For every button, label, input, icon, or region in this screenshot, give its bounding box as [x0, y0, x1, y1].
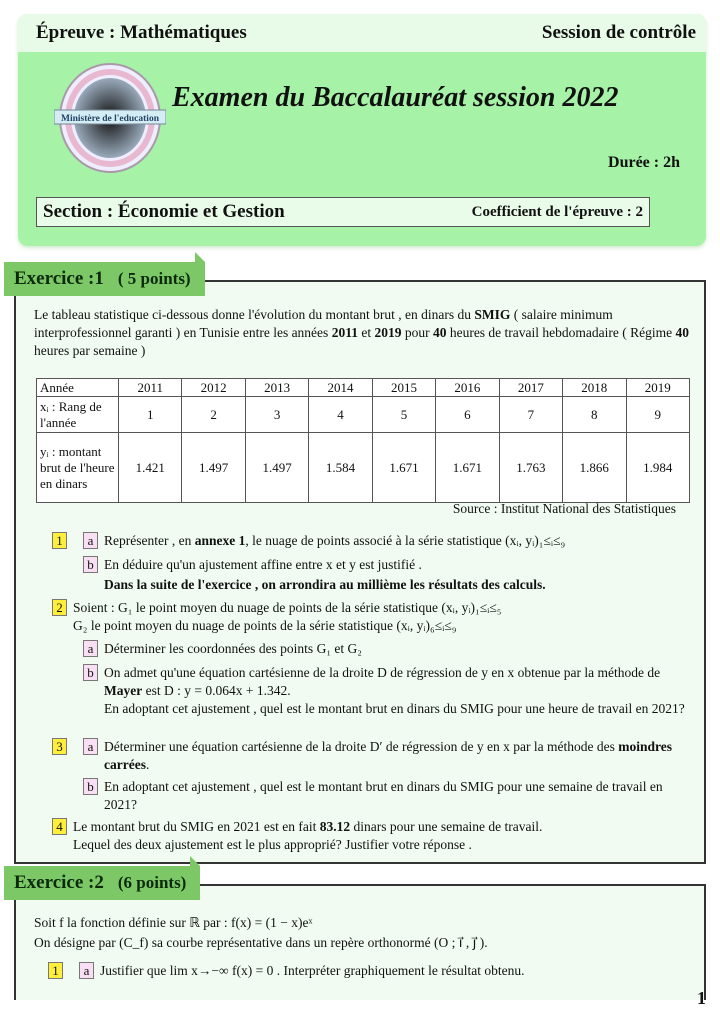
- intro-bold: 40: [432, 325, 447, 340]
- q3a-text: Déterminer une équation cartésienne de la droite D′ de régression de y en x par la méthode des: [104, 739, 619, 754]
- section-label: Section : Économie et Gestion: [43, 201, 285, 222]
- cell: 7: [499, 397, 562, 433]
- cell: 2016: [436, 379, 499, 397]
- coefficient-label: Coefficient de l'épreuve : 2: [471, 203, 643, 220]
- q4-bold: 83.12: [319, 819, 351, 834]
- q2-text: G₂ le point moyen du nuage de points de la série statistique (xᵢ, yᵢ)₆≤ᵢ≤₉: [73, 618, 457, 633]
- intro-bold: 2019: [374, 325, 402, 340]
- epreuve-label: Épreuve : Mathématiques: [36, 22, 247, 43]
- q2b-question: En adoptant cet ajustement , quel est le montant brut en dinars du SMIG pour une heure de travail en 2021?: [104, 701, 685, 716]
- row-header: Année: [37, 379, 119, 397]
- intro-text: heures de travail hebdomadaire ( Régime: [446, 325, 676, 340]
- smig-table: [36, 378, 690, 503]
- question-number: 3: [52, 738, 67, 755]
- cell: 5: [372, 397, 435, 433]
- curve-definition: On désigne par (C_f) sa courbe représentative dans un repère orthonormé (O ; i⃗ , j⃗ ).: [34, 935, 488, 950]
- question-number: 4: [52, 818, 67, 835]
- intro-text: heures par semaine ): [34, 343, 146, 358]
- q2b-text: est D : y = 0.064x + 1.342.: [142, 683, 291, 698]
- cell: 9: [626, 397, 690, 433]
- q1b-text: En déduire qu'un ajustement affine entre x et y est justifié .: [104, 557, 422, 572]
- row-header: yᵢ : montant brut de l'heure en dinars: [37, 433, 119, 503]
- session-label: Session de contrôle: [541, 22, 696, 43]
- question-number: 1: [52, 532, 67, 549]
- intro-text: ( salaire minimum interprofessionnel garanti ) en Tunisie entre les années: [34, 307, 613, 340]
- cell: 3: [245, 397, 308, 433]
- section-box: [36, 197, 650, 227]
- subquestion-label: a: [83, 532, 98, 549]
- cell: 1: [119, 397, 182, 433]
- duration: Durée : 2h: [608, 154, 680, 171]
- question-number: 2: [52, 599, 67, 616]
- exercise-points: ( 5 points): [117, 269, 191, 288]
- q1a-text: Justifier que lim x→−∞ f(x) = 0 . Interpréter graphiquement le résultat obtenu.: [100, 963, 525, 978]
- q4-text: Le montant brut du SMIG en 2021 est en fait: [73, 819, 320, 834]
- cell: 4: [309, 397, 372, 433]
- subquestion-label: b: [83, 556, 98, 573]
- row-header: xᵢ : Rang de l'année: [37, 397, 119, 433]
- ministry-logo-icon: [54, 62, 166, 174]
- table-row: [37, 433, 690, 503]
- q3a-bold: moindres carrées: [104, 739, 673, 772]
- question-number: 1: [48, 962, 63, 979]
- q4-text: dinars pour une semaine de travail.: [350, 819, 543, 834]
- q3a-text: .: [145, 757, 150, 772]
- intro-bold: 40: [675, 325, 689, 340]
- exercise-label: Exercice :2: [14, 872, 104, 893]
- q1a-text: Représenter , en: [104, 533, 195, 548]
- exam-title: Examen du Baccalauréat session 2022: [172, 82, 619, 113]
- exercise-1: [14, 280, 706, 864]
- cell: 1.421: [119, 433, 182, 503]
- exam-header: [18, 14, 706, 246]
- page-number: 1: [697, 988, 706, 1008]
- exercise-2: [14, 884, 706, 1000]
- intro-text: pour: [401, 325, 433, 340]
- q2b-bold: Mayer: [104, 683, 143, 698]
- rounding-note: Dans la suite de l'exercice , on arrondira au millième les résultats des calculs.: [104, 577, 546, 592]
- cell: 2014: [309, 379, 372, 397]
- table-row: [37, 397, 690, 433]
- cell: 2015: [372, 379, 435, 397]
- cell: 1.671: [372, 433, 435, 503]
- q1a-bold: annexe 1: [194, 533, 246, 548]
- subquestion-label: a: [83, 738, 98, 755]
- cell: 2019: [626, 379, 690, 397]
- cell: 1.866: [563, 433, 626, 503]
- cell: 1.497: [182, 433, 245, 503]
- cell: 2017: [499, 379, 562, 397]
- exercise-2-tab: [4, 866, 200, 900]
- cell: 2012: [182, 379, 245, 397]
- q1a-text: , le nuage de points associé à la série statistique (xᵢ, yᵢ)₁≤ᵢ≤₉: [245, 533, 566, 548]
- intro-text: Le tableau statistique ci-dessous donne l'évolution du montant brut , en dinars du: [34, 307, 475, 322]
- function-definition: Soit f la fonction définie sur ℝ par : f(x) = (1 − x)eˣ: [34, 915, 313, 930]
- q2-text: Soient : G₁ le point moyen du nuage de points de la série statistique (xᵢ, yᵢ)₁≤ᵢ≤₅: [73, 600, 502, 615]
- subquestion-label: a: [79, 962, 94, 979]
- cell: 8: [563, 397, 626, 433]
- svg-text:Ministère de l'education: Ministère de l'education: [61, 114, 159, 124]
- q2a-text: Déterminer les coordonnées des points G₁ et G₂: [104, 641, 362, 656]
- cell: 1.984: [626, 433, 690, 503]
- q2b-text: On admet qu'une équation cartésienne de la droite D de régression de y en x obtenue par la méthode de: [104, 665, 661, 680]
- cell: 1.671: [436, 433, 499, 503]
- subquestion-label: a: [83, 640, 98, 657]
- cell: 1.497: [245, 433, 308, 503]
- q4-question: Lequel des deux ajustement est le plus approprié? Justifier votre réponse .: [73, 837, 472, 852]
- exercise-1-tab: [4, 262, 205, 296]
- subquestion-label: b: [83, 664, 98, 681]
- cell: 1.584: [309, 433, 372, 503]
- table-row: [37, 379, 690, 397]
- cell: 6: [436, 397, 499, 433]
- cell: 1.763: [499, 433, 562, 503]
- subquestion-label: b: [83, 778, 98, 795]
- exercise-label: Exercice :1: [14, 268, 104, 289]
- intro-text: et: [357, 325, 375, 340]
- q3b-text: En adoptant cet ajustement , quel est le montant brut en dinars du SMIG pour une semaine de travail en 2021?: [104, 779, 663, 812]
- exercise-points: (6 points): [117, 873, 187, 892]
- cell: 2011: [119, 379, 182, 397]
- cell: 2013: [245, 379, 308, 397]
- intro-bold: 2011: [331, 325, 358, 340]
- intro-bold: SMIG: [474, 307, 511, 322]
- cell: 2018: [563, 379, 626, 397]
- cell: 2: [182, 397, 245, 433]
- table-source: Source : Institut National des Statistiques: [452, 501, 676, 516]
